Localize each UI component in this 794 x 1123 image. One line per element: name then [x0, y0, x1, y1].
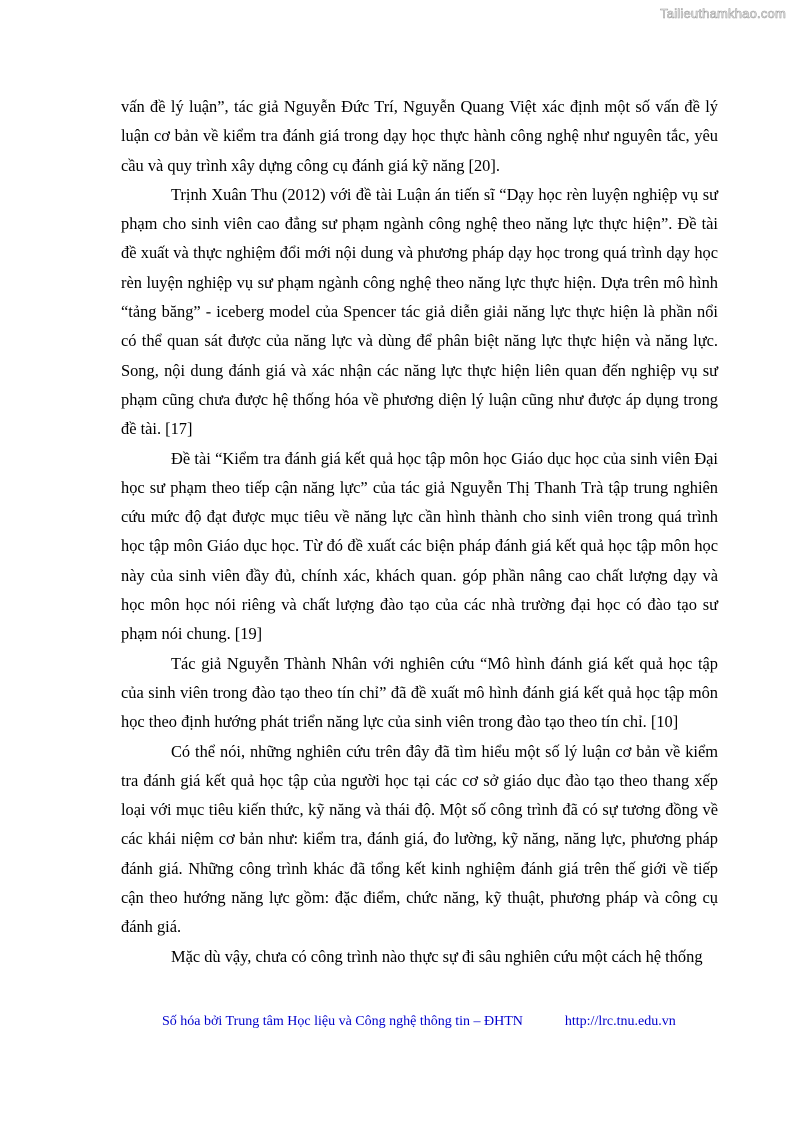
- paragraph-trinh-xuan-thu: Trịnh Xuân Thu (2012) với đề tài Luận án tiến sĩ “Dạy học rèn luyện nghiệp vụ sư phạm cho sinh viên cao đẳng sư phạm ngành công nghệ theo năng lực thực hiện”. Đề tài đề xuất và thực nghiệm đổi mới nội dung và phương pháp dạy học trong quá trình dạy học rèn luyện nghiệp vụ sư phạm ngành công nghệ theo năng lực thực hiện. Dựa trên mô hình “tảng băng” - iceberg model của Spencer tác giả diễn giải năng lực thực hiện là phần nổi có thể quan sát được của năng lực và dùng để phân biệt năng lực thực hiện và năng lực. Song, nội dung đánh giá và xác nhận các năng lực thực hiện liên quan đến nghiệp vụ sư phạm cũng chưa được hệ thống hóa về phương diện lý luận cũng như được áp dụng trong đề tài. [17]: [121, 184, 718, 439]
- paragraph-summary: Có thể nói, những nghiên cứu trên đây đã tìm hiểu một số lý luận cơ bản về kiểm tra đánh giá kết quả học tập của người học tại các cơ sở giáo dục đào tạo theo thang xếp loại với mục tiêu kiến thức, kỹ năng và thái độ. Một số công trình đã có sự tương đồng về các khái niệm cơ bản như: kiểm tra, đánh giá, đo lường, kỹ năng, năng lực, phương pháp đánh giá. Những công trình khác đã tổng kết kinh nghiệm đánh giá trên thế giới về tiếp cận theo hướng năng lực gồm: đặc điểm, chức năng, kỹ thuật, phương pháp và công cụ đánh giá.: [121, 741, 718, 937]
- paragraph-nguyen-thi-thanh-tra: Đề tài “Kiểm tra đánh giá kết quả học tập môn học Giáo dục học của sinh viên Đại học sư phạm theo tiếp cận năng lực” của tác giả Nguyễn Thị Thanh Trà tập trung nghiên cứu mức độ đạt được mục tiêu về năng lực cần hình thành cho sinh viên trong quá trình học tập môn Giáo dục học. Từ đó đề xuất các biện pháp đánh giá kết quả học tập môn học này của sinh viên đầy đủ, chính xác, khách quan. góp phần nâng cao chất lượng dạy và học môn học nói riêng và chất lượng đào tạo của các nhà trường đại học có đào tạo sư phạm nói chung. [19]: [121, 448, 718, 644]
- document-body: [121, 92, 718, 971]
- page-footer: [162, 1014, 676, 1030]
- paragraph-final: Mặc dù vậy, chưa có công trình nào thực sự đi sâu nghiên cứu một cách hệ thống: [171, 946, 703, 966]
- paragraph-nguyen-thanh-nhan: Tác giả Nguyễn Thành Nhân với nghiên cứu “Mô hình đánh giá kết quả học tập của sinh viên trong đào tạo theo tín chỉ” đã đề xuất mô hình đánh giá kết quả học tập môn học theo định hướng phát triển năng lực của sinh viên trong đào tạo theo tín chỉ. [10]: [121, 653, 718, 732]
- footer-attribution: Số hóa bởi Trung tâm Học liệu và Công nghệ thông tin – ĐHTN: [162, 1014, 523, 1029]
- footer-link[interactable]: http://lrc.tnu.edu.vn: [564, 1014, 676, 1029]
- paragraph-continuation: vấn đề lý luận”, tác giả Nguyễn Đức Trí, Nguyễn Quang Việt xác định một số vấn đề lý luận cơ bản về kiểm tra đánh giá trong dạy học thực hành công nghệ như nguyên tắc, yêu cầu và quy trình xây dựng công cụ đánh giá kỹ năng [20].: [121, 97, 718, 175]
- watermark-text: Tailieuthamkhao.com: [660, 6, 786, 21]
